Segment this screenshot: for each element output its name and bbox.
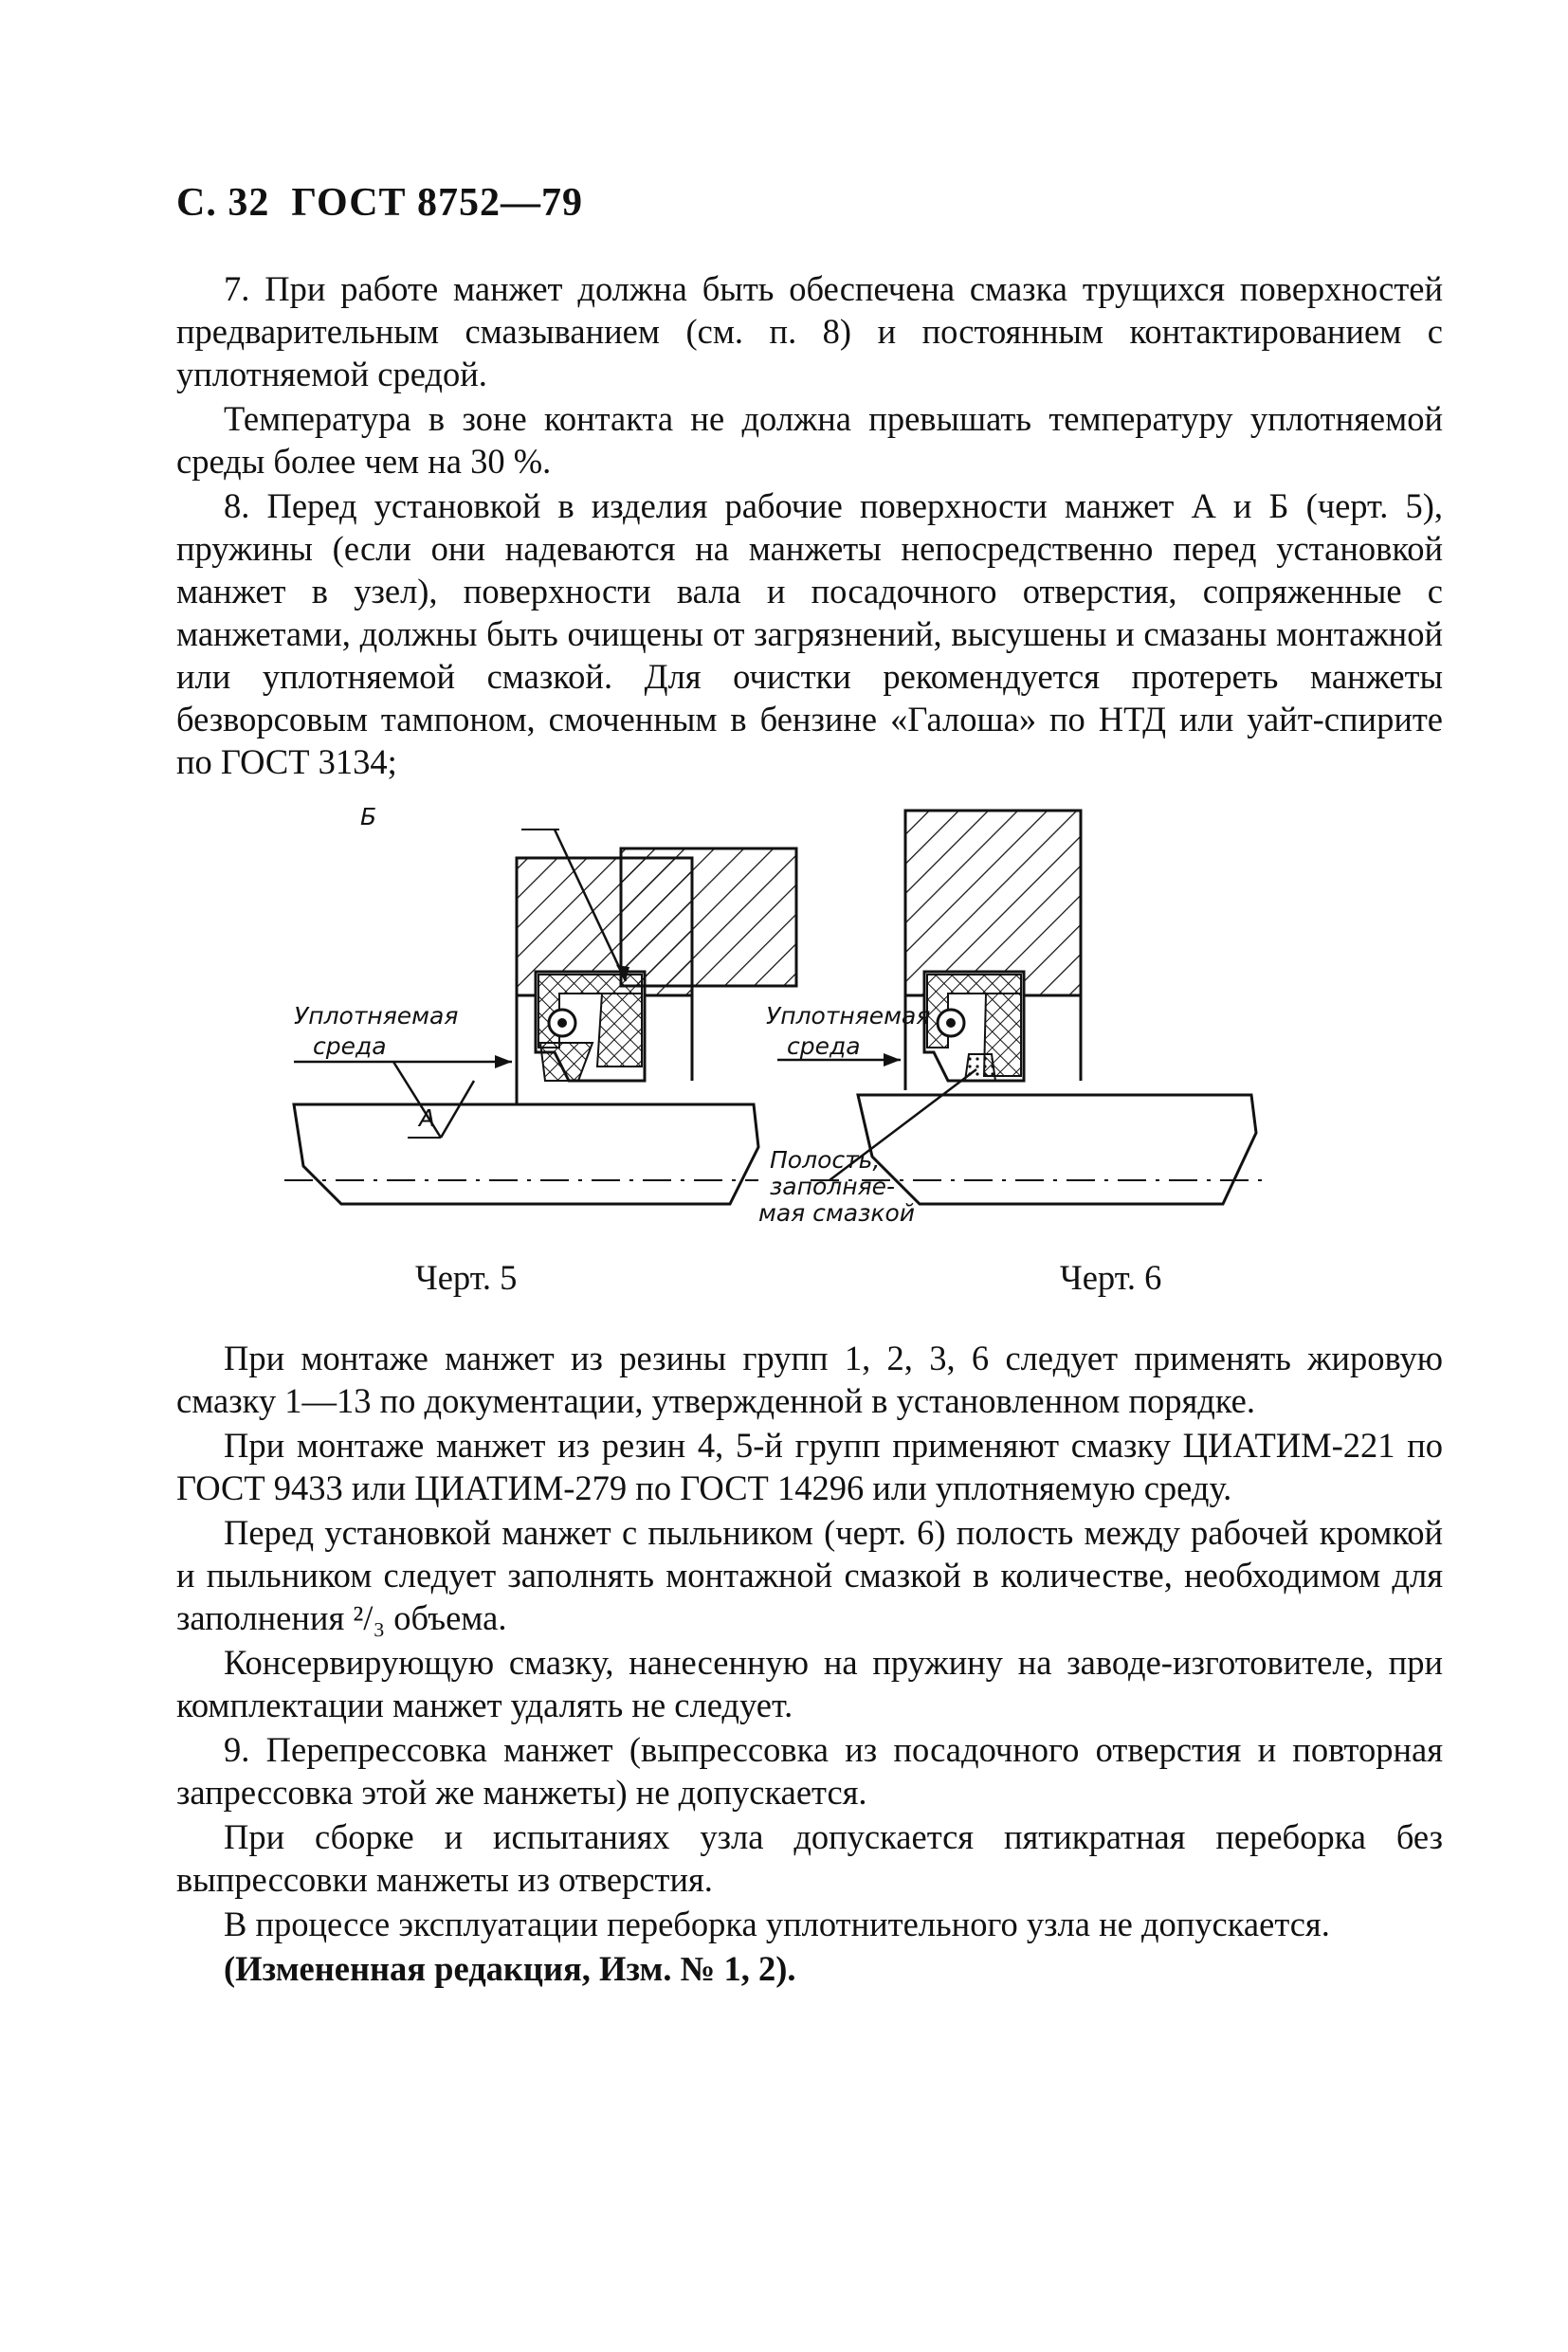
fig6-medium-label-2: среда bbox=[787, 1032, 861, 1060]
fig6-cavity-label-3: мая смазкой bbox=[758, 1199, 916, 1227]
paragraph: В процессе эксплуатации переборка уплотнительного узла не допускается. bbox=[224, 1905, 1330, 1943]
amendment-note: (Измененная редакция, Изм. № 1, 2). bbox=[224, 1949, 796, 1988]
paragraph: 8. Перед установкой в изделия рабочие поверхности манжет А и Б (черт. 5), пружины (если они надеваются на манжеты непосредственно перед установкой манжет в узел), поверхности вала и посадочного отверстия, сопряженные с манжетами, должны быть очищены от загрязнений, высушены и смазаны монтажной или уплотняемой смазкой. Для очистки рекомендуется протереть манжеты безворсовым тампоном, смоченным в бензине «Галоша» по НТД или уайт-спирите по ГОСТ 3134; bbox=[176, 486, 1443, 781]
figure-6-drawing bbox=[621, 811, 1270, 1204]
paragraph: Перед установкой манжет с пыльником (черт. 6) полость между рабочей кромкой и пыльником следует заполнять монтажной смазкой в количестве, необходимом для заполнения ²/₃ объема. bbox=[176, 1513, 1443, 1637]
paragraph: Температура в зоне контакта не должна превышать температуру уплотняемой среды более чем на 30 %. bbox=[176, 399, 1443, 481]
fig6-cavity-label-2: заполняе- bbox=[770, 1173, 896, 1200]
paragraph: При сборке и испытаниях узла допускается пятикратная переборка без выпрессовки манжеты из отверстия. bbox=[176, 1817, 1443, 1899]
page-header bbox=[176, 180, 583, 226]
paragraph: Консервирующую смазку, нанесенную на пружину на заводе-изготовителе, при комплектации манжет удалять не следует. bbox=[176, 1643, 1443, 1724]
figure-6-caption: Черт. 6 bbox=[1060, 1258, 1162, 1297]
paragraph: При монтаже манжет из резин 4, 5-й групп применяют смазку ЦИАТИМ-221 по ГОСТ 9433 или ЦИАТИМ-279 по ГОСТ 14296 или уплотняемую среду. bbox=[176, 1426, 1443, 1507]
fig6-medium-label-1: Уплотняемая bbox=[766, 1002, 931, 1030]
fig5-medium-label-2: среда bbox=[313, 1032, 387, 1060]
paragraph: 7. При работе манжет должна быть обеспечена смазка трущихся поверхностей предварительным смазыванием (см. п. 8) и постоянным контактированием с уплотняемой средой. bbox=[176, 269, 1443, 393]
text-block-bottom bbox=[176, 1337, 1443, 1992]
seal-drawings bbox=[284, 806, 1289, 1251]
fig5-label-b: Б bbox=[360, 806, 377, 830]
paragraph: 9. Перепрессовка манжет (выпрессовка из посадочного отверстия и повторная запрессовка этой же манжеты) не допускается. bbox=[176, 1730, 1443, 1812]
fig6-cavity-label-1: Полость, bbox=[770, 1146, 881, 1174]
fig5-label-a: А bbox=[419, 1104, 436, 1132]
standard-number: ГОСТ 8752—79 bbox=[291, 181, 584, 225]
figure-5-caption: Черт. 5 bbox=[415, 1258, 518, 1297]
page-number: С. 32 bbox=[176, 181, 270, 225]
figures bbox=[284, 806, 1289, 1251]
fig5-medium-label-1: Уплотняемая bbox=[294, 1002, 459, 1030]
text-block-top bbox=[176, 267, 1443, 785]
paragraph: При монтаже манжет из резины групп 1, 2, 3, 6 следует применять жировую смазку 1—13 по документации, утвержденной в установленном порядке. bbox=[176, 1339, 1443, 1420]
